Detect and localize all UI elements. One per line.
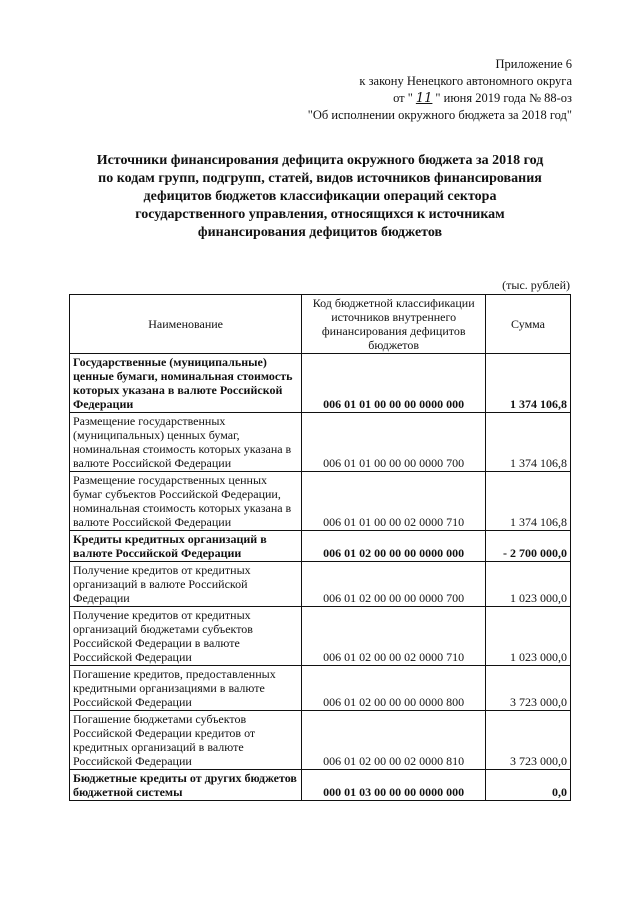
table-row xyxy=(70,666,571,711)
financing-sources-table xyxy=(69,294,571,801)
sum-cell: 1 374 106,8 xyxy=(486,354,571,413)
sum-cell: 1 374 106,8 xyxy=(486,472,571,531)
title-line: по кодам групп, подгрупп, статей, видов источников финансирования xyxy=(98,171,542,186)
appendix-date-line xyxy=(308,90,572,107)
table-row xyxy=(70,472,571,531)
name-cell: Размещение государственных (муниципальных) ценных бумаг, номинальная стоимость которых указана в валюте Российской Федерации xyxy=(70,413,302,472)
code-cell: 006 01 01 00 00 02 0000 710 xyxy=(302,472,486,531)
table-row xyxy=(70,354,571,413)
header-name: Наименование xyxy=(70,295,302,354)
table-row xyxy=(70,562,571,607)
name-cell: Получение кредитов от кредитных организаций бюджетами субъектов Российской Федерации в валюте Российской Федерации xyxy=(70,607,302,666)
units-label: (тыс. рублей) xyxy=(502,278,570,292)
table-row xyxy=(70,607,571,666)
table-body xyxy=(70,354,571,801)
document-title xyxy=(60,152,580,242)
name-cell: Бюджетные кредиты от других бюджетов бюджетной системы xyxy=(70,770,302,801)
table-row xyxy=(70,770,571,801)
table-row xyxy=(70,413,571,472)
name-cell: Погашение кредитов, предоставленных кредитными организациями в валюте Российской Федерации xyxy=(70,666,302,711)
appendix-law-title: "Об исполнении окружного бюджета за 2018 год" xyxy=(307,108,572,122)
title-line: государственного управления, относящихся к источникам xyxy=(135,207,505,222)
name-cell: Кредиты кредитных организаций в валюте Российской Федерации xyxy=(70,531,302,562)
name-cell: Государственные (муниципальные) ценные бумаги, номинальная стоимость которых указана в валюте Российской Федерации xyxy=(70,354,302,413)
title-line: дефицитов бюджетов классификации операций сектора xyxy=(143,189,497,204)
title-line: финансирования дефицитов бюджетов xyxy=(197,225,443,240)
code-cell: 006 01 01 00 00 00 0000 700 xyxy=(302,413,486,472)
sum-cell: 1 023 000,0 xyxy=(486,607,571,666)
table-row xyxy=(70,711,571,770)
name-cell: Размещение государственных ценных бумаг субъектов Российской Федерации, номинальная стоимость которых указана в валюте Российской Федерации xyxy=(70,472,302,531)
code-cell: 006 01 02 00 00 00 0000 000 xyxy=(302,531,486,562)
name-cell: Получение кредитов от кредитных организаций в валюте Российской Федерации xyxy=(70,562,302,607)
appendix-number: Приложение 6 xyxy=(495,57,572,71)
code-cell: 006 01 02 00 00 00 0000 800 xyxy=(302,666,486,711)
table-header-row xyxy=(70,295,571,354)
appendix-law-ref: к закону Ненецкого автономного округа xyxy=(359,74,572,88)
code-cell: 006 01 02 00 00 02 0000 710 xyxy=(302,607,486,666)
sum-cell: 3 723 000,0 xyxy=(486,711,571,770)
code-cell: 006 01 02 00 00 02 0000 810 xyxy=(302,711,486,770)
sum-cell: 1 374 106,8 xyxy=(486,413,571,472)
table-row xyxy=(70,531,571,562)
appendix-header xyxy=(308,56,572,124)
code-cell: 000 01 03 00 00 00 0000 000 xyxy=(302,770,486,801)
sum-cell: 0,0 xyxy=(486,770,571,801)
sum-cell: - 2 700 000,0 xyxy=(486,531,571,562)
code-cell: 006 01 01 00 00 00 0000 000 xyxy=(302,354,486,413)
code-cell: 006 01 02 00 00 00 0000 700 xyxy=(302,562,486,607)
appendix-date-day: 11 xyxy=(415,91,433,106)
header-sum: Сумма xyxy=(486,295,571,354)
sum-cell: 1 023 000,0 xyxy=(486,562,571,607)
name-cell: Погашение бюджетами субъектов Российской Федерации кредитов от кредитных организаций в валюте Российской Федерации xyxy=(70,711,302,770)
appendix-date-prefix: от " xyxy=(393,91,413,105)
title-line: Источники финансирования дефицита окружного бюджета за 2018 год xyxy=(96,153,544,168)
header-code: Код бюджетной классификации источников внутреннего финансирования дефицитов бюджетов xyxy=(302,295,486,354)
appendix-date-suffix: " июня 2019 года № 88-оз xyxy=(435,91,572,105)
sum-cell: 3 723 000,0 xyxy=(486,666,571,711)
